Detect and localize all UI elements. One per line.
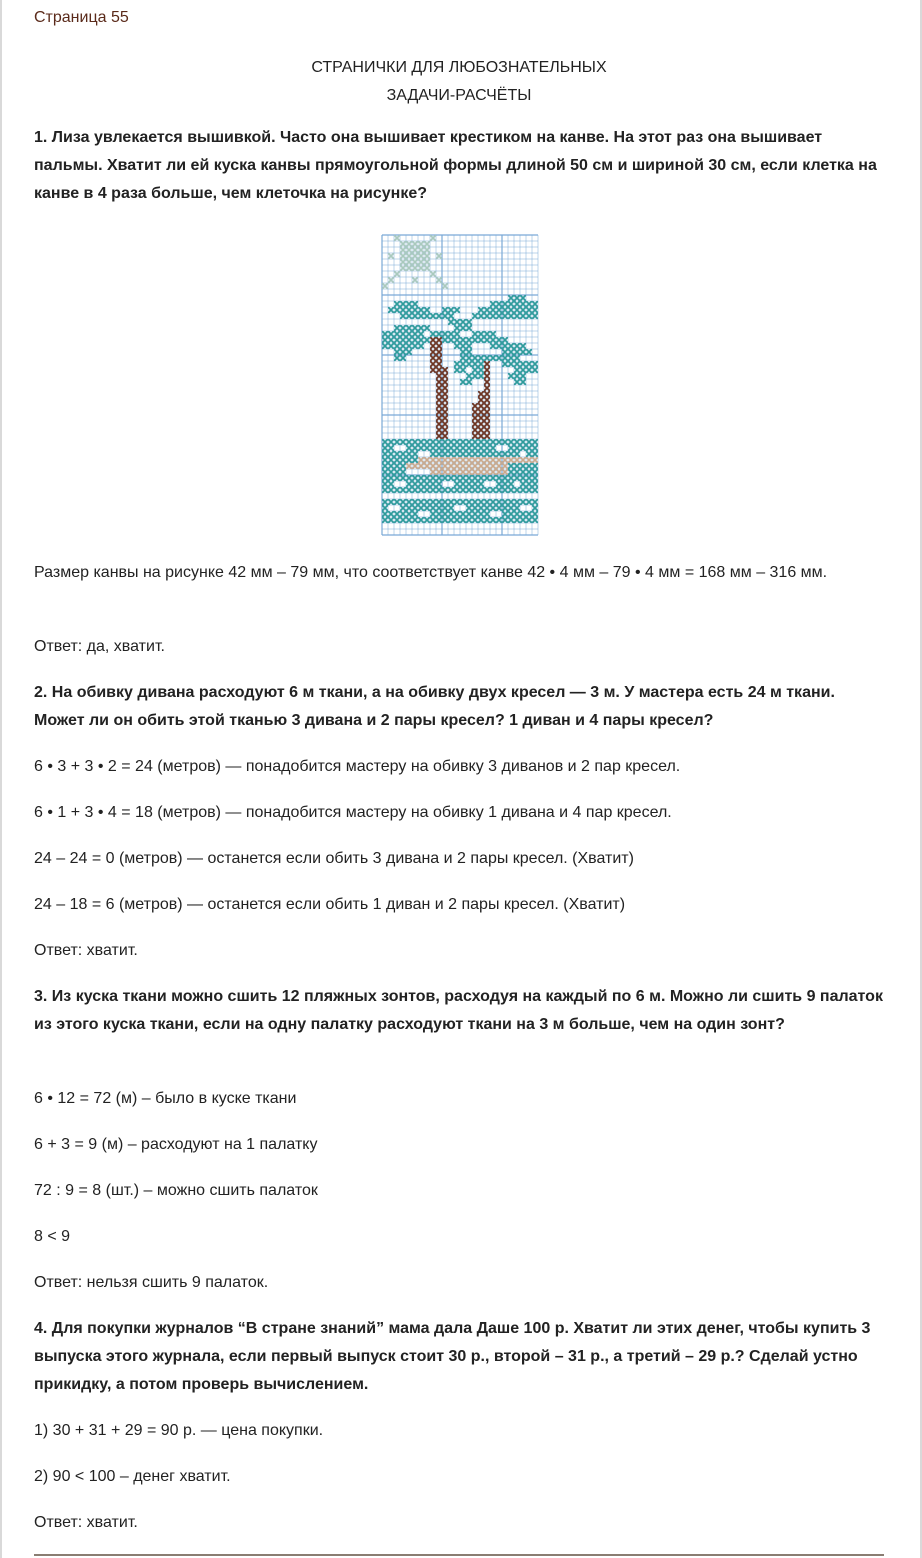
task4-line-2: 2) 90 < 100 – денег хватит. [34,1468,231,1485]
task2-line-1: 6 • 3 + 3 • 2 = 24 (метров) — понадобится мастеру на обивку 3 диванов и 2 пар кресел. [34,758,681,775]
task3-answer: Ответ: нельзя сшить 9 палаток. [34,1274,269,1291]
task3-line-2: 6 + 3 = 9 (м) – расходуют на 1 палатку [34,1136,318,1153]
task4-answer: Ответ: хватит. [34,1514,138,1531]
task4-question: 4. Для покупки журналов “В стране знаний” мама дала Даше 100 р. Хватит ли этих денег, чтобы купить 3 выпуска этого журнала, если первый выпуск стоит 30 р., второй – 31 р., а третий – 29 р.? Сделай устно прикидку, а потом проверь вычислением. [34,1320,871,1393]
task2-line-2: 6 • 1 + 3 • 4 = 18 (метров) — понадобится мастеру на обивку 1 дивана и 4 пар кресел. [34,804,672,821]
page-frame-left [0,0,2,1558]
task1-answer: Ответ: да, хватит. [34,638,165,655]
task3-line-1: 6 • 12 = 72 (м) – было в куске ткани [34,1090,297,1107]
task3-line-4: 8 < 9 [34,1228,71,1245]
heading-line-1: СТРАНИЧКИ ДЛЯ ЛЮБОЗНАТЕЛЬНЫХ [311,59,607,76]
cross-stitch-palm-trees-icon [380,234,540,536]
task2-question: 2. На обивку дивана расходуют 6 м ткани, а на обивку двух кресел — 3 м. У мастера есть 24 м ткани. Может ли он обить этой тканью 3 дивана и 2 пары кресел? 1 диван и 4 пары кресел? [34,684,835,729]
task1-solution: Размер канвы на рисунке 42 мм – 79 мм, что соответствует канве 42 • 4 мм – 79 • 4 мм = 168 мм – 316 мм. [34,564,828,581]
task2-answer: Ответ: хватит. [34,942,138,959]
task2-line-4: 24 – 18 = 6 (метров) — останется если обить 1 диван и 2 пары кресел. (Хватит) [34,896,626,913]
section-heading [34,54,884,110]
page-label: Страница 55 [34,9,129,26]
task2-line-3: 24 – 24 = 0 (метров) — останется если обить 3 дивана и 2 пары кресел. (Хватит) [34,850,634,867]
task3-question: 3. Из куска ткани можно сшить 12 пляжных зонтов, расходуя на каждый по 6 м. Можно ли сшить 9 палаток из этого куска ткани, если на одну палатку расходуют ткани на 3 м больше, чем на один зонт? [34,988,883,1033]
task4-line-1: 1) 30 + 31 + 29 = 90 р. — цена покупки. [34,1422,324,1439]
bottom-divider [34,1554,884,1556]
task3-line-3: 72 : 9 = 8 (шт.) – можно сшить палаток [34,1182,318,1199]
task1-question: 1. Лиза увлекается вышивкой. Часто она вышивает крестиком на канве. На этот раз она вышивает пальмы. Хватит ли ей куска канвы прямоугольной формы длиной 50 см и шириной 30 см, если клетка на канве в 4 раза больше, чем клеточка на рисунке? [34,129,877,202]
heading-line-2: ЗАДАЧИ-РАСЧЁТЫ [386,87,532,104]
